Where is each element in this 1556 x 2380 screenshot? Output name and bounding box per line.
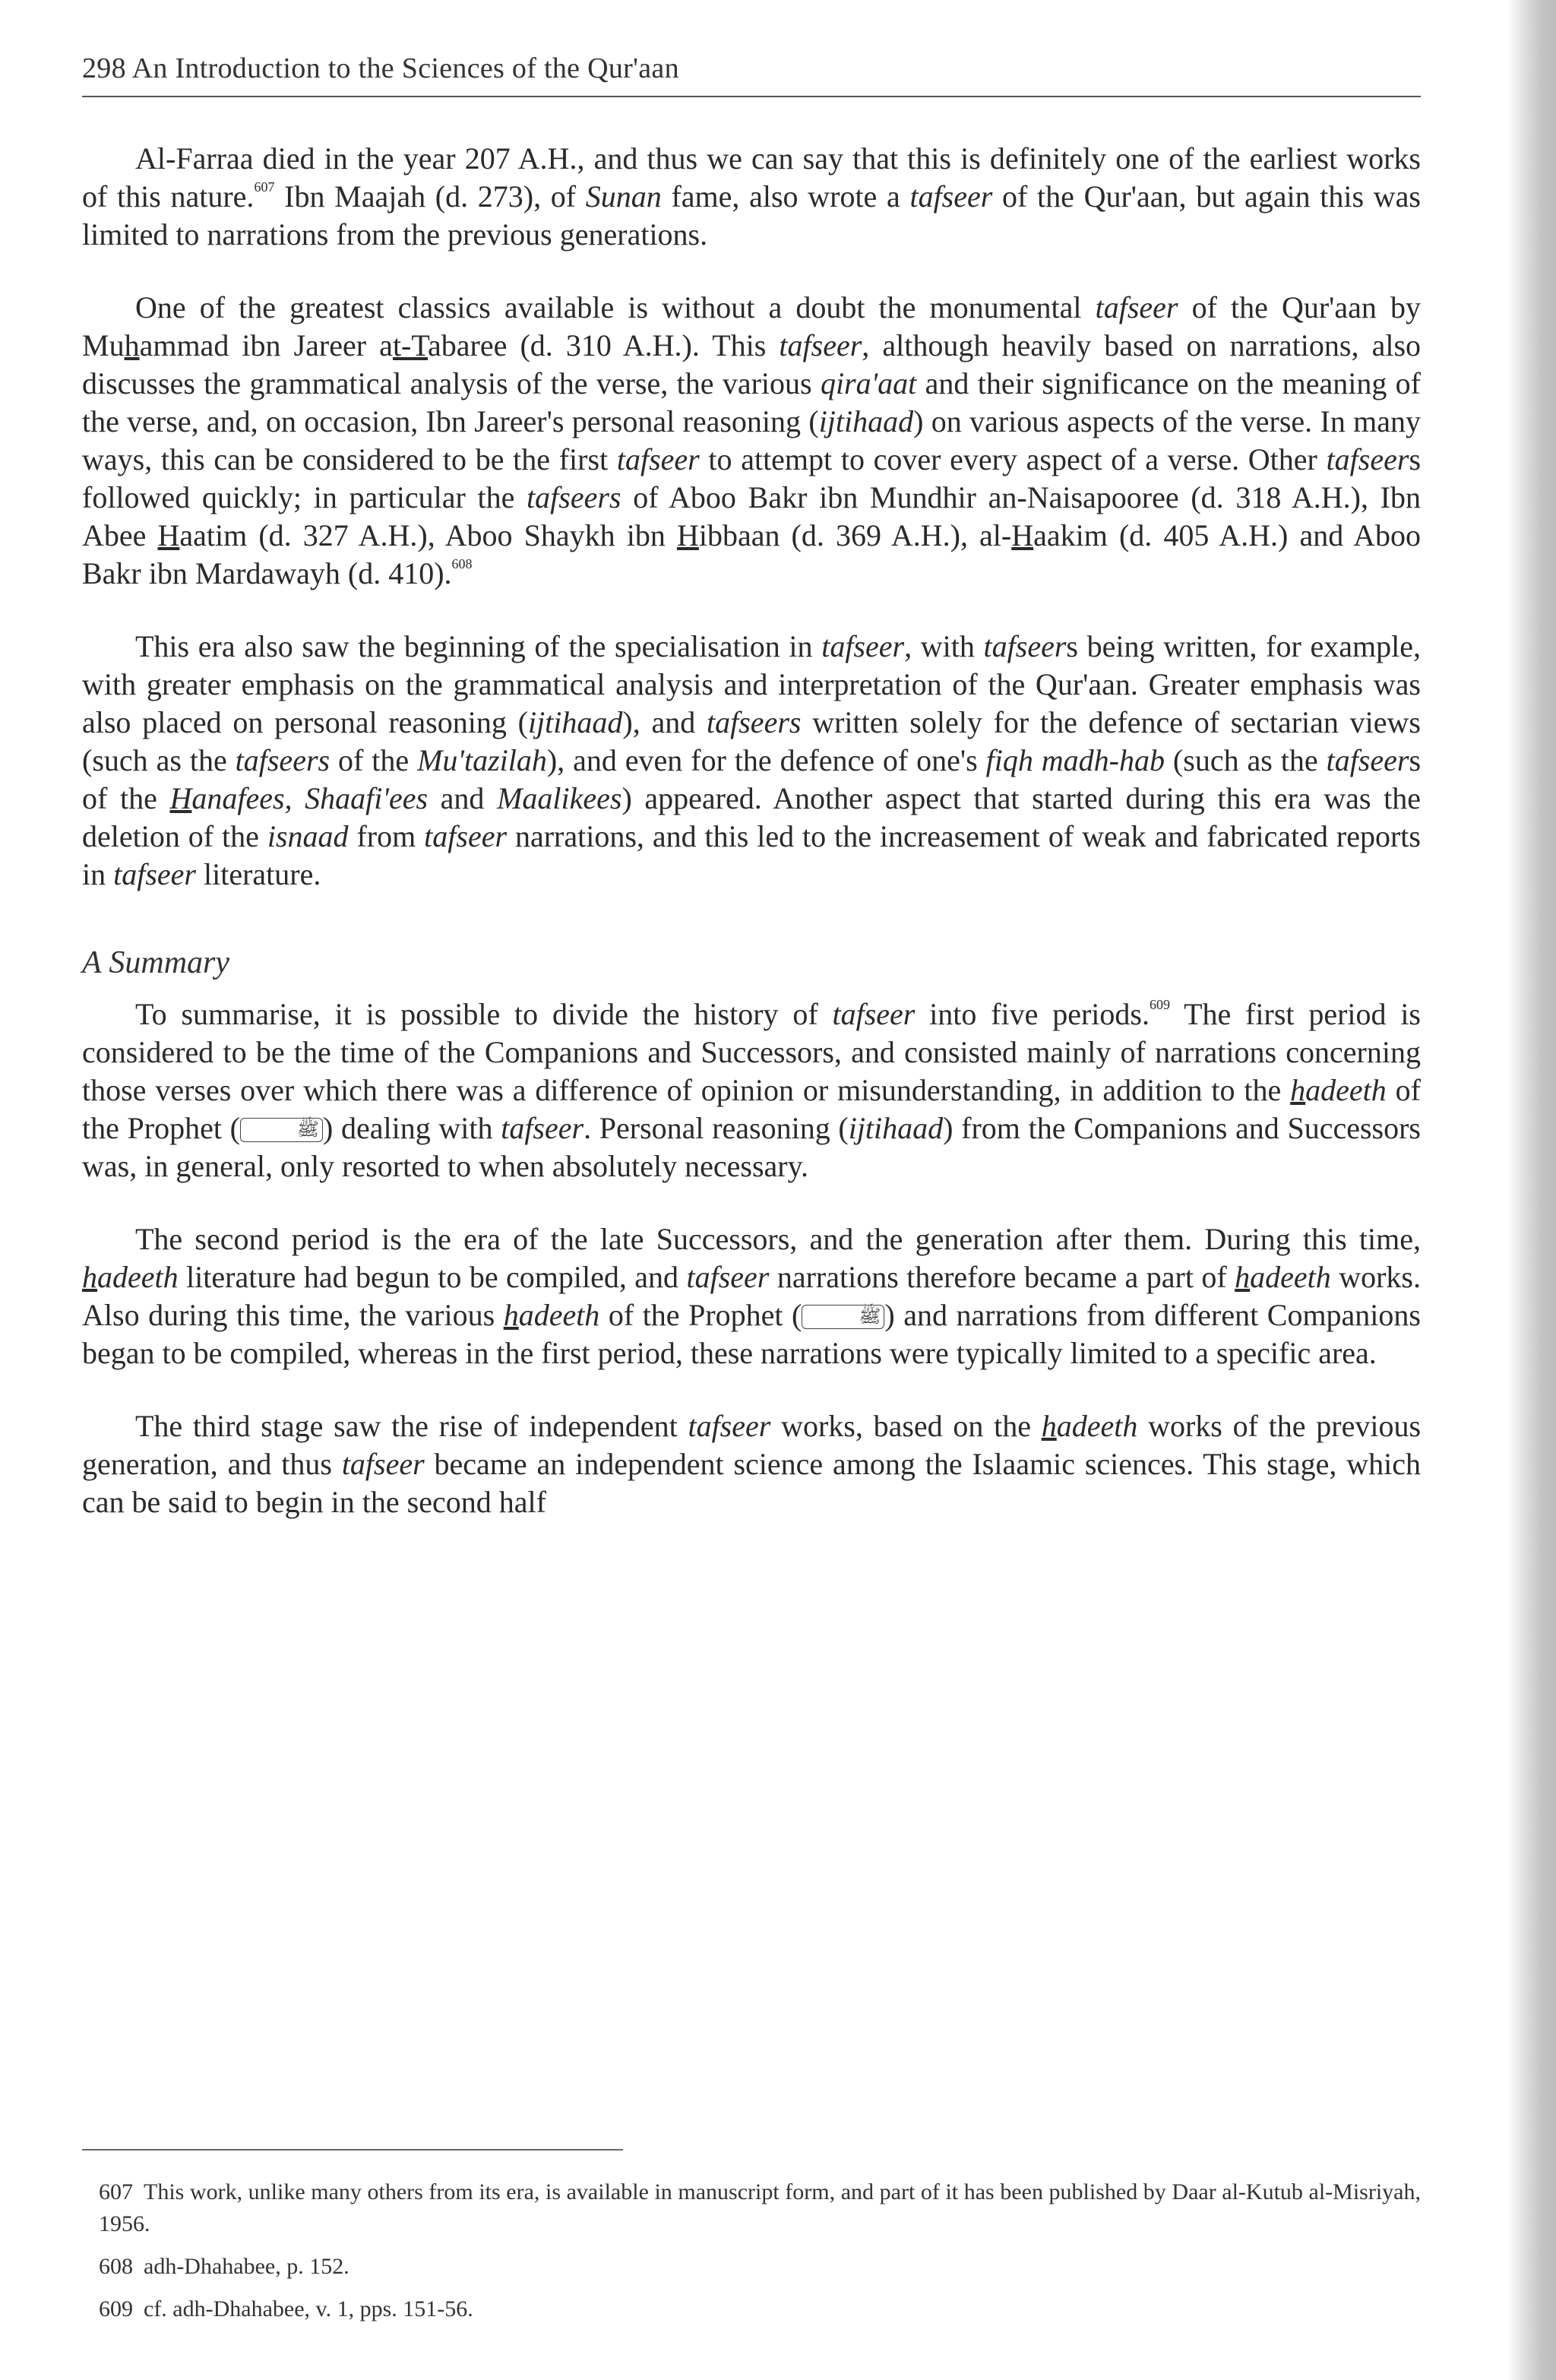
footnote-ref-608[interactable]: 608 (451, 556, 473, 571)
footnotes (99, 2176, 1421, 2336)
paragraph-6: The third stage saw the rise of independent tafseer works, based on the hadeeth works of the previous generation, and thus tafseer became an independent science among the Islaamic sciences. This stage, which can be said to begin in the second half (82, 1409, 1422, 1519)
section-heading: A Summary (82, 945, 230, 980)
body-text (82, 140, 1421, 1556)
footnote-609 (99, 2293, 1421, 2325)
footnote-rule (82, 2149, 623, 2151)
footnote-607 (99, 2176, 1421, 2240)
header-rule (82, 96, 1421, 97)
footnote-ref-607[interactable]: 607 (254, 179, 275, 195)
paragraph-3: This era also saw the beginning of the specialisation in tafseer, with tafseers being written, for example, with greater emphasis on the grammatical analysis and interpretation of the Qur'aan. Greater emphasis was also placed on personal reasoning (ijtihaad), and tafseers written solely for the defence of sectarian views (such as the tafseers of the Mu'tazilah), and even for the defence of one's fiqh madh-hab (such as the tafseers of the Hanafees, Shaafi'ees and Maalikees) appeared. Another aspect that started during this era was the deletion of the isnaad from tafseer narrations, and this led to the increasement of weak and fabricated reports in tafseer literature. (82, 629, 1422, 891)
footnote-number: 608 (99, 2254, 133, 2279)
page-edge-shadow (1507, 0, 1556, 2380)
running-head: 298 An Introduction to the Sciences of the Qur'aan (82, 52, 679, 84)
footnote-ref-609[interactable]: 609 (1149, 997, 1170, 1012)
paragraph-5: The second period is the era of the late Successors, and the generation after them. During this time, hadeeth literature had begun to be compiled, and tafseer narrations therefore became a part of hadeeth works. Also during this time, the various hadeeth of the Prophet ( ﷺ ) and narrations from different Companions began to be compiled, whereas in the first period, these narrations were typically limited to a specific area. (82, 1222, 1421, 1370)
paragraph-2: One of the greatest classics available is without a doubt the monumental tafseer of the Qur'aan by Muhammad ibn Jareer at-Tabaree (d. 310 A.H.). This tafseer, although heavily based on narrations, also discusses the grammatical analysis of the verse, the various qira'aat and their significance on the meaning of the verse, and, on occasion, Ibn Jareer's personal reasoning (ijtihaad) on various aspects of the verse. In many ways, this can be considered to be the first tafseer to attempt to cover every aspect of a verse. Other tafseers followed quickly; in particular the tafseers of Aboo Bakr ibn Mundhir an-Naisapooree (d. 318 A.H.), Ibn Abee Haatim (d. 327 A.H.), Aboo Shaykh ibn Hibbaan (d. 369 A.H.), al-Haakim (d. 405 A.H.) and Aboo Bakr ibn Mardawayh (d. 410).$^{608}$ (82, 290, 1422, 590)
footnote-number: 609 (99, 2296, 133, 2321)
salawat-icon: ﷺ (802, 1305, 884, 1329)
paragraph-1: Al-Farraa died in the year 207 A.H., and thus we can say that this is definitely one of the earliest works of this nature.$^{607}$ Ibn Maajah (d. 273), of Sunan fame, also wrote a tafseer of the Qur'aan, but again this was limited to narrations from the previous generations. (82, 141, 1421, 252)
salawat-icon: ﷺ (240, 1118, 323, 1142)
paragraph-4: To summarise, it is possible to divide the history of tafseer into five periods.$^{609}$ The first period is considered to be the time of the Companions and Successors, and consisted mainly of narrations concerning those verses over which there was a difference of opinion or misunderstanding, in addition to the hadeeth of the Prophet ( ﷺ ) dealing with tafseer. Personal reasoning (ijtihaad) from the Companions and Successors was, in general, only resorted to when absolutely necessary. (82, 997, 1422, 1183)
footnote-608 (99, 2251, 1421, 2283)
footnote-number: 607 (99, 2179, 133, 2204)
footnote-text: adh-Dhahabee, p. 152. (144, 2254, 349, 2279)
footnote-text: This work, unlike many others from its era, is available in manuscript form, and part of it has been published by Daar al-Kutub al-Misriyah, 1956. (99, 2179, 1421, 2236)
footnote-text: cf. adh-Dhahabee, v. 1, pps. 151-56. (144, 2296, 473, 2321)
